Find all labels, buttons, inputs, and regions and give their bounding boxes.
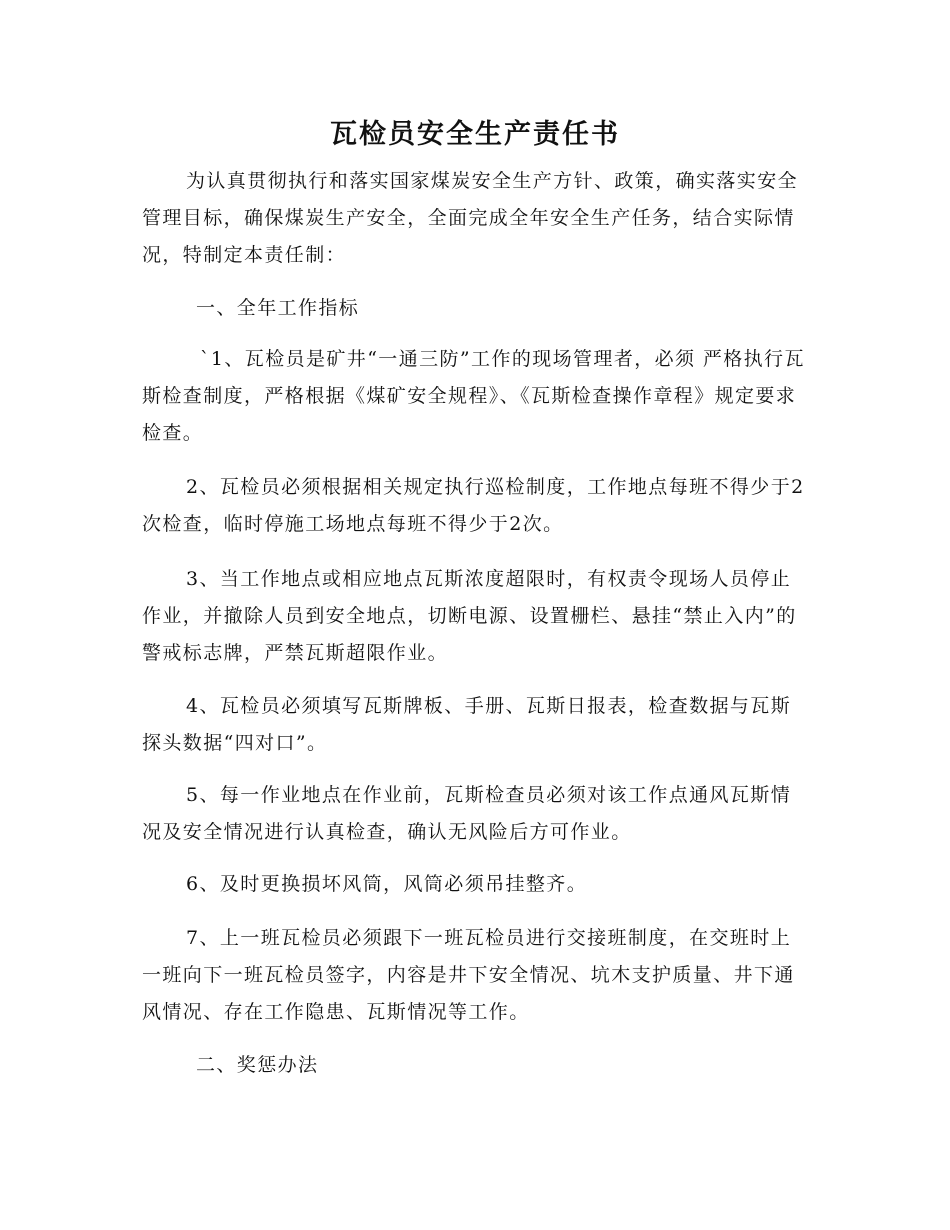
item-paragraph-6: 6、及时更换损坏风筒，风筒必须吊挂整齐。	[186, 873, 588, 895]
item-paragraph-5: 5、每一作业地点在作业前，瓦斯检查员必须对该工作点通风瓦斯情况及安全情况进行认真检查，确认无风险后方可作业。	[142, 784, 792, 843]
item-paragraph-3: 3、当工作地点或相应地点瓦斯浓度超限时，有权责令现场人员停止作业，并撤除人员到安全地点，切断电源、设置栅栏、悬挂“禁止入内”的警戒标志牌，严禁瓦斯超限作业。	[142, 568, 797, 664]
document-title: 瓦检员安全生产责任书	[330, 119, 620, 150]
item-paragraph-7: 7、上一班瓦检员必须跟下一班瓦检员进行交接班制度，在交班时上一班向下一班瓦检员签字，内容是井下安全情况、坑木支护质量、井下通风情况、存在工作隐患、瓦斯情况等工作。	[142, 927, 795, 1023]
section-heading-work-targets: 一、全年工作指标	[196, 297, 360, 319]
item-paragraph-2: 2、瓦检员必须根据相关规定执行巡检制度，工作地点每班不得少于2次检查，临时停施工场地点每班不得少于2次。	[142, 476, 805, 535]
intro-paragraph: 为认真贯彻执行和落实国家煤炭安全生产方针、政策，确实落实安全管理目标，确保煤炭生产安全，全面完成全年安全生产任务，结合实际情况，特制定本责任制：	[142, 170, 799, 266]
item-paragraph-4: 4、瓦检员必须填写瓦斯牌板、手册、瓦斯日报表，检查数据与瓦斯探头数据“四对口”。	[142, 695, 792, 754]
section-heading-rewards-penalties: 二、奖惩办法	[196, 1054, 319, 1076]
item-paragraph-1: `1、瓦检员是矿井“一通三防”工作的现场管理者，必须 严格执行瓦斯检查制度，严格根据《煤矿安全规程》、《瓦斯检查操作章程》规定要求检查。	[142, 348, 805, 444]
